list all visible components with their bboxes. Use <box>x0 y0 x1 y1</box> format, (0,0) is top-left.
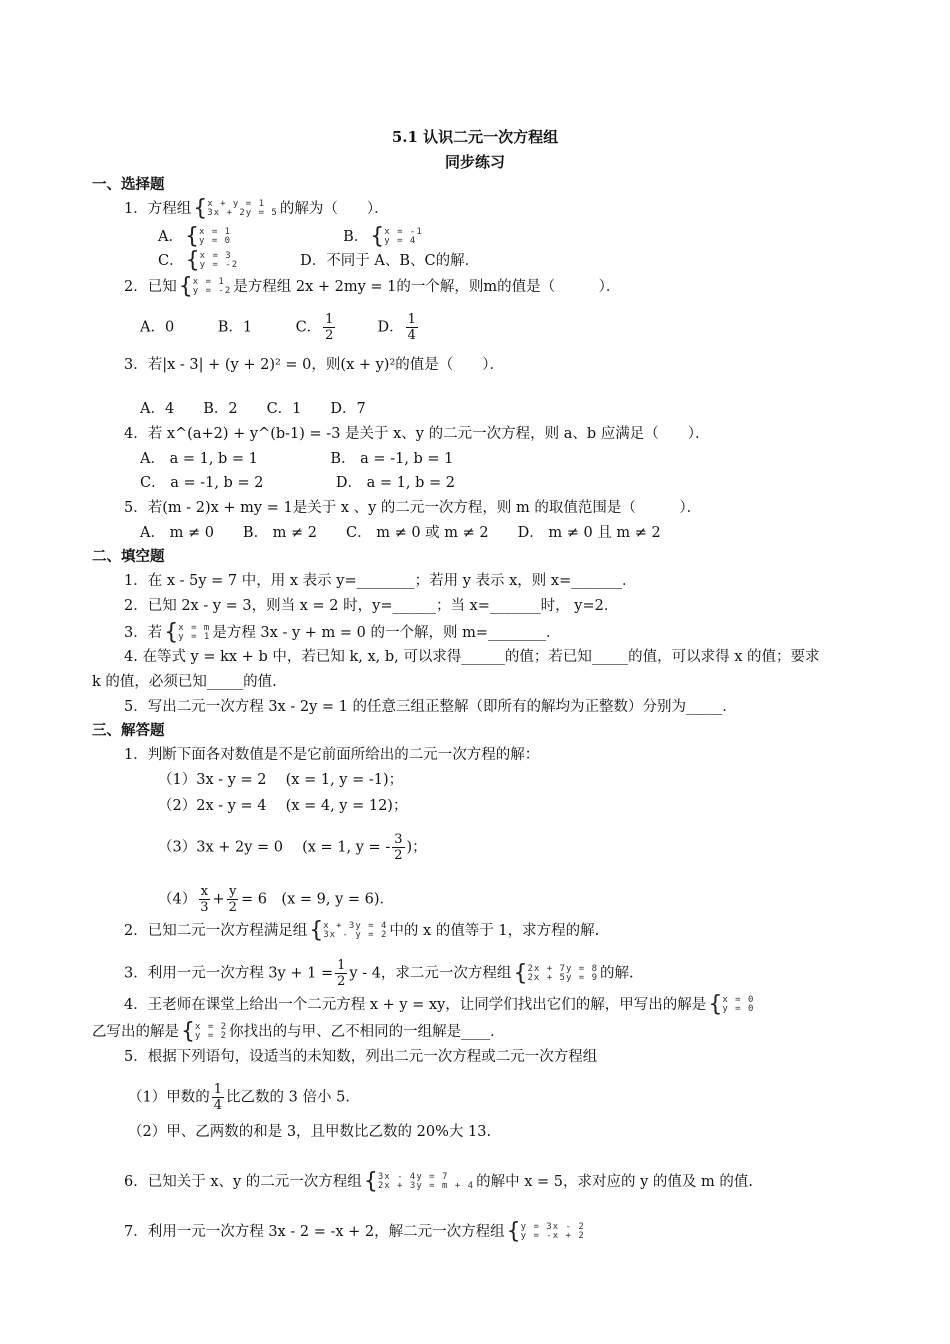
answer-question-3: 3．利用一元一次方程 3y + 1 = $\frac{1}{2}$ y - 4，求二元一次方程组 { 2x + 7y = 8 2x + 5y = 9 的解. <box>124 958 634 989</box>
equation-system: { 3x - 4y = 7 2x + 3y = m + 4 <box>363 1169 475 1194</box>
fraction: $\frac{3}{2}$ <box>394 832 403 863</box>
fraction: $\frac{x}{3}$ <box>200 884 209 915</box>
fill-question-4-line-2: k 的值，必须已知_____的值. <box>92 674 277 690</box>
equation-system: { y = 3x - 2 y = -x + 2 <box>506 1219 585 1244</box>
choice-question-4: 4．若 x^(a+2) + y^(b-1) = -3 是关于 x、y 的二元一次方程，则 a、b 应满足（ ）． <box>124 426 710 442</box>
answer-question-2: 2．已知二元一次方程满足组 { x + 3y = 4 3x - y = 2 中的 x 的值等于 1，求方程的解. <box>124 918 600 943</box>
answer-question-5: 5．根据下列语句，设适当的未知数，列出二元一次方程或二元一次方程组 <box>124 1049 598 1065</box>
equation-system: { x = 0 y = 0 <box>708 992 755 1017</box>
q1-suffix: 的解为（ ）． <box>279 201 389 217</box>
choice-question-5: 5．若(m - 2)x + my = 1是关于 x 、y 的二元一次方程，则 m 的取值范围是（ ）． <box>124 500 702 516</box>
option-a-system: { x = 1 y = 0 <box>184 224 232 249</box>
fill-question-4-line-1: 4. 在等式 y = kx + b 中，若已知 k, x, b, 可以求得______的值；若已知_____的值，可以求得 x 的值；要求 <box>124 649 820 665</box>
q3-options: A．4 B．2 C．1 D．7 <box>140 401 366 417</box>
q2-options: A．0 B．1 C． $\frac{1}{2}$ D． $\frac{1}{4}$ <box>140 312 416 343</box>
equation-system: { x + y = 1 3x + 2y = 5 <box>193 196 278 221</box>
answer-question-1: 1．判断下面各对数值是不是它前面所给出的二元一次方程的解： <box>124 747 540 763</box>
fill-question-1: 1．在 x - 5y = 7 中，用 x 表示 y=________；若用 y 表示 x，则 x=_______． <box>124 573 637 589</box>
q1-part-4: （4） $\frac{x}{3}$ + $\frac{y}{2}$ = 6 (x = 9, y = 6)． <box>158 884 395 915</box>
answer-question-4-line-2: 乙写出的解是 { x = 2 y = 2 你找出的与甲、乙不相同的一组解是____． <box>92 1019 505 1044</box>
q3-expression: |x - 3| + (y + 2)² = 0 <box>162 357 312 373</box>
fraction: $\frac{1}{2}$ <box>337 958 346 989</box>
fraction: $\frac{y}{2}$ <box>228 884 237 915</box>
page-subtitle: 同步练习 <box>444 153 505 171</box>
fraction: $\frac{1}{4}$ <box>407 312 416 343</box>
option-b-system: { x = -1 y = 4 <box>370 224 423 249</box>
equation-system: { x = 2 y = 2 <box>181 1019 228 1044</box>
q1-options-cd: C． { x = 3 y = -2 D．不同于 A、B、C的解． <box>158 248 480 273</box>
q4-options-cd: C． a = -1, b = 2 D． a = 1, b = 2 <box>140 475 455 491</box>
equation-system: { x + 3y = 4 3x - y = 2 <box>309 918 388 943</box>
q5-part-1: （1）甲数的 $\frac{1}{4}$ 比乙数的 3 倍小 5. <box>128 1082 350 1113</box>
answer-question-6: 6．已知关于 x、y 的二元一次方程组 { 3x - 4y = 7 2x + 3y = m + 4 的解中 x = 5，求对应的 y 的值及 m 的值. <box>124 1169 753 1194</box>
page-title: 5.1 认识二元一次方程组 <box>391 128 559 146</box>
equation-system: { 2x + 7y = 8 2x + 5y = 9 <box>513 960 599 986</box>
choice-question-2: 2．已知 { x = 1 y = -2 是方程组 2x + 2my = 1的一个解，则m的值是（ ）． <box>124 274 621 299</box>
fill-question-3: 3．若 { x = m y = 1 是方程 3x - y + m = 0 的一个解，则 m=________． <box>124 620 561 645</box>
fraction: $\frac{1}{4}$ <box>213 1082 223 1113</box>
equation-system: { x = 1 y = -2 <box>178 274 232 299</box>
answer-question-7: 7．利用一元一次方程 3x - 2 = -x + 2，解二元一次方程组 { y = 3x - 2 y = -x + 2 <box>124 1219 585 1244</box>
section-heading-fill: 二、填空题 <box>92 548 165 565</box>
q1-prefix: 1．方程组 <box>124 201 192 217</box>
q5-part-2: （2）甲、乙两数的和是 3，且甲数比乙数的 20%大 13. <box>128 1124 492 1140</box>
choice-question-1 <box>124 198 389 220</box>
section-heading-choice: 一、选择题 <box>92 176 165 193</box>
q5-options: A． m ≠ 0 B． m ≠ 2 C． m ≠ 0 或 m ≠ 2 D． m ≠ 0 且 m ≠ 2 <box>140 525 661 541</box>
q3-expression-2: (x + y)² <box>340 357 396 373</box>
fraction: $\frac{1}{2}$ <box>325 312 334 343</box>
fill-question-2: 2．已知 2x - y = 3，则当 x = 2 时，y=______；当 x=_______时， y=2． <box>124 598 619 614</box>
equation-system: { x = m y = 1 <box>164 620 211 645</box>
choice-question-3: 3．若|x - 3| + (y + 2)² = 0，则(x + y)²的值是（ ）． <box>124 357 505 373</box>
q1-part-1: （1）3x - y = 2 (x = 1, y = -1)； <box>158 772 404 788</box>
section-heading-answer: 三、解答题 <box>92 722 165 739</box>
q1-part-2: （2）2x - y = 4 (x = 4, y = 12)； <box>158 798 408 814</box>
fill-question-5: 5．写出二元一次方程 3x - 2y = 1 的任意三组正整解（即所有的解均为正整数）分别为_____． <box>124 699 737 715</box>
q1-part-3: （3）3x + 2y = 0 (x = 1, y = - $\frac{3}{2}$ )； <box>158 832 427 863</box>
answer-question-4-line-1: 4．王老师在课堂上给出一个二元方程 x + y = xy，让同学们找出它们的解，甲写出的解是 { x = 0 y = 0 <box>124 992 755 1017</box>
option-c-system: { x = 3 y = -2 <box>185 248 239 273</box>
q1-options-ab: A． { x = 1 y = 0 B． { x = -1 y = 4 <box>158 224 423 249</box>
q4-options-ab: A． a = 1, b = 1 B． a = -1, b = 1 <box>140 451 454 467</box>
